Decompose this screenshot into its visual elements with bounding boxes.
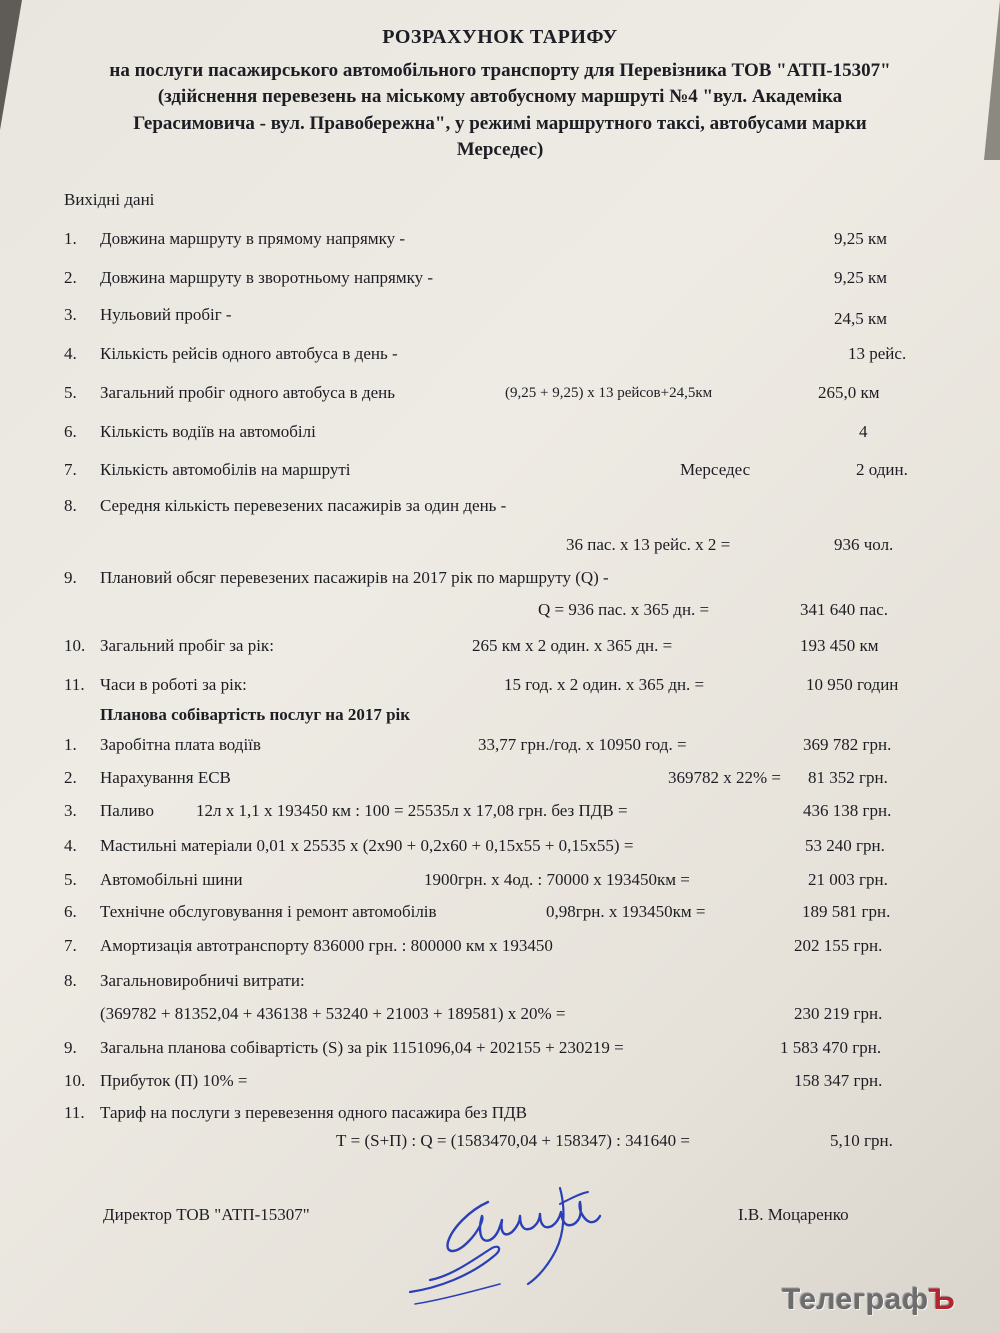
row-label: Амортизація автотранспорту 836000 грн. : 800000 км х 193450 — [100, 936, 553, 955]
source-row-6 — [0, 422, 1000, 448]
row-number: 2. — [64, 268, 77, 287]
row-calculation: Q = 936 пас. х 365 дн. = — [538, 600, 710, 619]
row-label: Довжина маршруту в прямому напрямку - — [100, 229, 406, 248]
cost-row-4 — [0, 836, 1000, 862]
row-number: 8. — [64, 496, 77, 515]
row-label: Часи в роботі за рік: — [100, 675, 247, 694]
row-value: 9,25 км — [834, 268, 888, 287]
director-name: І.В. Моцаренко — [738, 1205, 849, 1224]
row-value: 189 581 грн. — [802, 902, 891, 921]
row-value: 81 352 грн. — [808, 768, 888, 787]
row-value: 4 — [859, 422, 868, 441]
cost-row-1 — [0, 735, 1000, 761]
row-number: 6. — [64, 902, 77, 921]
row-number: 5. — [64, 383, 77, 402]
row-value: 936 чол. — [834, 535, 894, 554]
row-number: 9. — [64, 568, 77, 587]
row-number: 6. — [64, 422, 77, 441]
source-row-1 — [0, 229, 1000, 255]
row-label: Загальний пробіг одного автобуса в день — [100, 383, 395, 402]
row-number: 11. — [64, 675, 85, 694]
row-value: 1 583 470 грн. — [780, 1038, 882, 1057]
document-subtitle-line-4: Мерседес) — [456, 139, 544, 160]
cost-row-11 — [0, 1103, 1000, 1129]
document-subtitle-line-2: (здійснення перевезень на міському автобусному маршруті №4 "вул. Академіка — [157, 86, 843, 107]
director-title: Директор ТОВ "АТП-15307" — [103, 1205, 310, 1224]
cost-row-2 — [0, 768, 1000, 794]
row-number: 9. — [64, 1038, 77, 1057]
row-value: 158 347 грн. — [794, 1071, 883, 1090]
row-value: 202 155 грн. — [794, 936, 883, 955]
cost-heading-row — [0, 705, 1000, 731]
row-value: 230 219 грн. — [794, 1004, 883, 1023]
row-label: Тариф на послуги з перевезення одного пасажира без ПДВ — [100, 1103, 527, 1122]
source-row-10 — [0, 636, 1000, 662]
source-row-7 — [0, 460, 1000, 486]
source-row-9-calc — [0, 600, 1000, 626]
row-label: Загальновиробничі витрати: — [100, 971, 305, 990]
cost-row-8-calc — [0, 1004, 1000, 1030]
row-number: 3. — [64, 801, 77, 820]
watermark-text: Телеграф — [782, 1283, 929, 1316]
row-label: Заробітна плата водіїв — [100, 735, 261, 754]
row-label: Мастильні матеріали 0,01 х 25535 х (2х90 + 0,2х60 + 0,15х55 + 0,15х55) = — [100, 836, 634, 855]
document-subtitle-line-1: на послуги пасажирського автомобільного транспорту для Перевізника ТОВ "АТП-15307" — [109, 60, 891, 81]
row-calculation: 0,98грн. х 193450км = — [546, 902, 706, 921]
row-calculation: (9,25 + 9,25) х 13 рейсов+24,5км — [505, 385, 713, 401]
cost-row-6 — [0, 902, 1000, 928]
row-number: 4. — [64, 344, 77, 363]
row-value: 9,25 км — [834, 229, 888, 248]
row-calculation: 33,77 грн./год. х 10950 год. = — [478, 735, 687, 754]
row-value: 265,0 км — [818, 383, 880, 402]
source-heading-row — [0, 190, 1000, 216]
row-label: Технічне обслуговування і ремонт автомобілів — [100, 902, 437, 921]
watermark-accent: Ъ — [928, 1283, 956, 1316]
source-heading: Вихідні дані — [64, 190, 155, 209]
row-value: 10 950 годин — [806, 675, 899, 694]
row-value: 341 640 пас. — [800, 600, 888, 619]
source-row-5 — [0, 383, 1000, 409]
row-value: 436 138 грн. — [803, 801, 892, 820]
row-label: Нульовий пробіг - — [100, 305, 232, 324]
row-value: 24,5 км — [834, 309, 888, 328]
row-number: 7. — [64, 936, 77, 955]
row-number: 3. — [64, 305, 77, 324]
row-label: Кількість рейсів одного автобуса в день - — [100, 344, 398, 363]
source-row-4 — [0, 344, 1000, 370]
document-subtitle-line-3: Герасимовича - вул. Правобережна", у режимі маршрутного таксі, автобусами марки — [133, 113, 867, 134]
row-label: Автомобільні шини — [100, 870, 243, 889]
row-label: Загальний пробіг за рік: — [100, 636, 274, 655]
cost-row-7 — [0, 936, 1000, 962]
source-row-8 — [0, 496, 1000, 522]
row-value: 53 240 грн. — [805, 836, 885, 855]
row-label: Загальна планова собівартість (S) за рік 1151096,04 + 202155 + 230219 = — [100, 1038, 624, 1057]
cost-heading: Планова собівартість послуг на 2017 рік — [100, 705, 411, 724]
source-row-8-calc — [0, 535, 1000, 561]
row-number: 8. — [64, 971, 77, 990]
cost-row-10 — [0, 1071, 1000, 1097]
row-label: Кількість водіїв на автомобілі — [100, 422, 316, 441]
row-calculation: (369782 + 81352,04 + 436138 + 53240 + 21003 + 189581) х 20% = — [100, 1004, 566, 1023]
telegraf-watermark-logo — [782, 1283, 955, 1317]
row-value: 2 один. — [856, 460, 908, 479]
row-label: Довжина маршруту в зворотньому напрямку - — [100, 268, 434, 287]
row-number: 7. — [64, 460, 77, 479]
row-calculation: 265 км х 2 один. х 365 дн. = — [472, 636, 673, 655]
cost-row-11-calc — [0, 1131, 1000, 1157]
row-number: 2. — [64, 768, 77, 787]
source-row-11 — [0, 675, 1000, 701]
document-title: РОЗРАХУНОК ТАРИФУ — [382, 26, 618, 48]
row-calculation: 1900грн. х 4од. : 70000 х 193450км = — [424, 870, 690, 889]
row-value: 193 450 км — [800, 636, 879, 655]
cost-row-5 — [0, 870, 1000, 896]
row-value: 369 782 грн. — [803, 735, 892, 754]
row-value: 5,10 грн. — [830, 1131, 893, 1150]
row-label: Кількість автомобілів на маршруті — [100, 460, 351, 479]
source-row-2 — [0, 268, 1000, 294]
row-value: 21 003 грн. — [808, 870, 888, 889]
row-number: 11. — [64, 1103, 85, 1122]
row-calculation: 369782 х 22% = — [668, 768, 781, 787]
row-number: 10. — [64, 1071, 86, 1090]
row-label: Середня кількість перевезених пасажирів за один день - — [100, 496, 507, 515]
row-label: Паливо — [100, 801, 154, 820]
row-label: Плановий обсяг перевезених пасажирів на 2017 рік по маршруту (Q) - — [100, 568, 609, 587]
row-number: 4. — [64, 836, 77, 855]
cost-row-3 — [0, 801, 1000, 827]
row-calculation: 12л х 1,1 х 193450 км : 100 = 25535л х 17,08 грн. без ПДВ = — [196, 801, 628, 820]
row-number: 1. — [64, 229, 77, 248]
row-calculation: 36 пас. х 13 рейс. х 2 = — [566, 535, 731, 554]
row-value: 13 рейс. — [848, 344, 907, 363]
row-label: Прибуток (П) 10% = — [100, 1071, 248, 1090]
row-number: 1. — [64, 735, 77, 754]
row-calculation: Мерседес — [680, 460, 751, 479]
source-row-9 — [0, 568, 1000, 594]
row-calculation: 15 год. х 2 один. х 365 дн. = — [504, 675, 705, 694]
source-row-3 — [0, 305, 1000, 331]
row-number: 10. — [64, 636, 86, 655]
row-label: Нарахування ЕСВ — [100, 768, 231, 787]
row-number: 5. — [64, 870, 77, 889]
cost-row-9 — [0, 1038, 1000, 1064]
cost-row-8 — [0, 971, 1000, 997]
row-calculation: Т = (S+П) : Q = (1583470,04 + 158347) : 341640 = — [336, 1131, 690, 1150]
